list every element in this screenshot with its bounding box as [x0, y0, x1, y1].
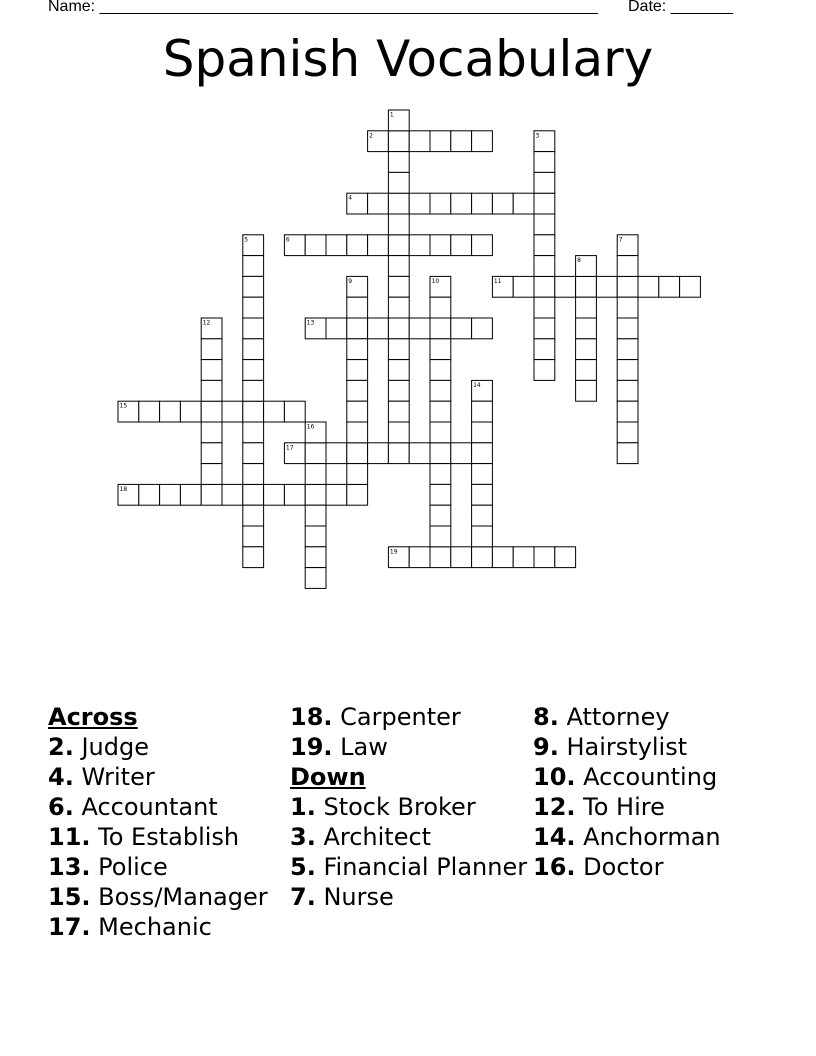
grid-cell[interactable] — [513, 276, 534, 297]
grid-cell[interactable] — [430, 297, 451, 318]
clue-number-7: 7 — [618, 236, 623, 244]
grid-cell[interactable] — [617, 318, 638, 339]
grid-cell[interactable] — [326, 484, 347, 505]
grid-cell[interactable] — [201, 380, 222, 401]
grid-cell[interactable] — [534, 193, 555, 214]
grid-cell[interactable] — [388, 152, 409, 173]
grid-cell[interactable] — [534, 214, 555, 235]
grid-cell[interactable] — [472, 526, 493, 547]
grid-cell[interactable] — [305, 505, 326, 526]
grid-cell[interactable] — [284, 401, 305, 422]
grid-cell[interactable] — [576, 276, 597, 297]
clue-number-2: 2 — [369, 132, 373, 140]
grid-cell[interactable] — [305, 526, 326, 547]
grid-cell[interactable] — [409, 443, 430, 464]
grid-cell[interactable] — [534, 547, 555, 568]
grid-cell[interactable] — [243, 505, 264, 526]
grid-cell[interactable] — [388, 235, 409, 256]
clue-number-6: 6 — [285, 236, 290, 244]
grid-cell[interactable] — [472, 547, 493, 568]
clue-across-19: 19. Law — [290, 733, 388, 761]
clue-across-6: 6. Accountant — [48, 793, 218, 821]
grid-cell[interactable] — [472, 422, 493, 443]
grid-cell[interactable] — [305, 464, 326, 485]
clue-across-11: 11. To Establish — [48, 823, 240, 851]
grid-cell[interactable] — [347, 443, 368, 464]
grid-cell[interactable] — [347, 464, 368, 485]
grid-cell[interactable] — [243, 526, 264, 547]
grid-cell[interactable] — [638, 276, 659, 297]
grid-cell[interactable] — [659, 276, 680, 297]
grid-cell[interactable] — [180, 484, 201, 505]
grid-cell[interactable] — [576, 380, 597, 401]
clue-number-1: 1 — [389, 111, 394, 119]
grid-cell[interactable] — [430, 443, 451, 464]
grid-cell[interactable] — [617, 422, 638, 443]
grid-cell[interactable] — [264, 484, 285, 505]
grid-cell[interactable] — [472, 401, 493, 422]
grid-cell[interactable] — [534, 152, 555, 173]
grid-cell[interactable] — [576, 339, 597, 360]
grid-cell[interactable] — [451, 443, 472, 464]
grid-cell[interactable] — [388, 193, 409, 214]
grid-cell[interactable] — [576, 360, 597, 381]
grid-cell[interactable] — [305, 547, 326, 568]
grid-cell[interactable] — [222, 401, 243, 422]
grid-cell[interactable] — [555, 547, 576, 568]
grid-cell[interactable] — [409, 547, 430, 568]
clue-number-18: 18 — [119, 485, 128, 493]
grid-cell[interactable] — [388, 339, 409, 360]
clue-down-7: 7. Nurse — [290, 883, 394, 911]
grid-cell[interactable] — [160, 401, 181, 422]
date-label: Date: _______ — [628, 0, 733, 15]
grid-cell[interactable] — [617, 401, 638, 422]
grid-cell[interactable] — [472, 464, 493, 485]
grid-cell[interactable] — [160, 484, 181, 505]
grid-cell[interactable] — [430, 464, 451, 485]
grid-cell[interactable] — [201, 484, 222, 505]
grid-cell[interactable] — [201, 464, 222, 485]
grid-cell[interactable] — [347, 360, 368, 381]
grid-cell[interactable] — [326, 235, 347, 256]
grid-cell[interactable] — [305, 484, 326, 505]
grid-cell[interactable] — [388, 256, 409, 277]
grid-cell[interactable] — [388, 380, 409, 401]
clues-column-2 — [290, 702, 540, 912]
down-heading: Down — [290, 763, 366, 791]
clue-across-15: 15. Boss/Manager — [48, 883, 268, 911]
clue-number-5: 5 — [244, 236, 249, 244]
grid-cell[interactable] — [534, 360, 555, 381]
grid-cell[interactable] — [243, 276, 264, 297]
clue-number-15: 15 — [119, 402, 128, 410]
grid-cell[interactable] — [430, 318, 451, 339]
grid-cell[interactable] — [492, 193, 513, 214]
grid-cell[interactable] — [284, 484, 305, 505]
grid-cell[interactable] — [243, 297, 264, 318]
grid-cell[interactable] — [555, 276, 576, 297]
grid-cell[interactable] — [201, 422, 222, 443]
clue-across-17: 17. Mechanic — [48, 913, 212, 941]
grid-cell[interactable] — [243, 422, 264, 443]
grid-cell[interactable] — [430, 401, 451, 422]
grid-cell[interactable] — [451, 131, 472, 152]
grid-cell[interactable] — [243, 401, 264, 422]
grid-cell[interactable] — [388, 443, 409, 464]
clues-column-1 — [48, 702, 298, 942]
clue-number-4: 4 — [348, 194, 353, 202]
clue-down-3: 3. Architect — [290, 823, 432, 851]
grid-cell[interactable] — [430, 422, 451, 443]
clue-across-18: 18. Carpenter — [290, 703, 461, 731]
grid-cell[interactable] — [534, 235, 555, 256]
grid-cell[interactable] — [409, 235, 430, 256]
grid-cell[interactable] — [451, 235, 472, 256]
grid-cell[interactable] — [201, 339, 222, 360]
grid-cell[interactable] — [430, 193, 451, 214]
grid-cell[interactable] — [243, 380, 264, 401]
grid-cell[interactable] — [388, 131, 409, 152]
grid-cell[interactable] — [534, 276, 555, 297]
grid-cell[interactable] — [430, 505, 451, 526]
grid-cell[interactable] — [347, 235, 368, 256]
clue-number-12: 12 — [202, 319, 211, 327]
grid-cell[interactable] — [534, 318, 555, 339]
clue-number-9: 9 — [348, 277, 353, 285]
clue-number-16: 16 — [306, 423, 315, 431]
clue-number-19: 19 — [389, 548, 398, 556]
grid-cell[interactable] — [534, 172, 555, 193]
grid-cell[interactable] — [243, 484, 264, 505]
grid-cell[interactable] — [388, 172, 409, 193]
grid-cell[interactable] — [347, 484, 368, 505]
grid-cell[interactable] — [264, 401, 285, 422]
grid-cell[interactable] — [201, 401, 222, 422]
grid-cell[interactable] — [243, 318, 264, 339]
grid-cell[interactable] — [347, 380, 368, 401]
grid-cell[interactable] — [534, 339, 555, 360]
grid-cell[interactable] — [472, 193, 493, 214]
grid-cell[interactable] — [243, 339, 264, 360]
grid-cell[interactable] — [201, 360, 222, 381]
grid-cell[interactable] — [388, 276, 409, 297]
clue-down-1: 1. Stock Broker — [290, 793, 476, 821]
grid-cell[interactable] — [243, 443, 264, 464]
clue-number-13: 13 — [306, 319, 315, 327]
grid-cell[interactable] — [347, 339, 368, 360]
grid-cell[interactable] — [430, 547, 451, 568]
grid-cell[interactable] — [222, 484, 243, 505]
clue-down-14: 14. Anchorman — [533, 823, 721, 851]
grid-cell[interactable] — [513, 193, 534, 214]
grid-cell[interactable] — [513, 547, 534, 568]
grid-cell[interactable] — [617, 256, 638, 277]
grid-cell[interactable] — [388, 214, 409, 235]
clue-down-10: 10. Accounting — [533, 763, 718, 791]
grid-cell[interactable] — [368, 193, 389, 214]
grid-cell[interactable] — [451, 547, 472, 568]
grid-cell[interactable] — [305, 443, 326, 464]
grid-cell[interactable] — [388, 401, 409, 422]
grid-cell[interactable] — [388, 422, 409, 443]
clue-number-8: 8 — [577, 257, 581, 265]
grid-cell[interactable] — [472, 443, 493, 464]
grid-cell[interactable] — [409, 131, 430, 152]
clue-down-12: 12. To Hire — [533, 793, 665, 821]
grid-cell[interactable] — [347, 401, 368, 422]
grid-cell[interactable] — [368, 443, 389, 464]
grid-cell[interactable] — [243, 256, 264, 277]
grid-cell[interactable] — [305, 568, 326, 589]
grid-cell[interactable] — [617, 276, 638, 297]
grid-cell[interactable] — [451, 318, 472, 339]
grid-cell[interactable] — [430, 235, 451, 256]
grid-cell[interactable] — [347, 422, 368, 443]
grid-cell[interactable] — [617, 339, 638, 360]
grid-cell[interactable] — [472, 235, 493, 256]
grid-cell[interactable] — [617, 443, 638, 464]
grid-cell[interactable] — [388, 318, 409, 339]
across-heading: Across — [48, 703, 138, 731]
grid-cell[interactable] — [596, 276, 617, 297]
clue-down-16: 16. Doctor — [533, 853, 664, 881]
grid-cell[interactable] — [534, 297, 555, 318]
grid-cell[interactable] — [326, 443, 347, 464]
grid-cell[interactable] — [576, 297, 597, 318]
clues-column-3 — [533, 702, 783, 882]
grid-cell[interactable] — [617, 380, 638, 401]
clue-down-5: 5. Financial Planner — [290, 853, 528, 881]
clue-across-4: 4. Writer — [48, 763, 155, 791]
grid-cell[interactable] — [243, 360, 264, 381]
grid-cell[interactable] — [430, 484, 451, 505]
grid-cell[interactable] — [409, 318, 430, 339]
grid-cell[interactable] — [617, 297, 638, 318]
grid-cell[interactable] — [430, 360, 451, 381]
clue-number-17: 17 — [285, 444, 294, 452]
name-label: Name: ________________________________________________________ — [48, 0, 598, 15]
grid-cell[interactable] — [472, 131, 493, 152]
clue-number-14: 14 — [473, 381, 481, 389]
grid-cell[interactable] — [409, 193, 430, 214]
grid-cell[interactable] — [368, 318, 389, 339]
grid-cell[interactable] — [326, 318, 347, 339]
grid-cell[interactable] — [430, 131, 451, 152]
grid-cell[interactable] — [617, 360, 638, 381]
clue-number-11: 11 — [493, 277, 502, 285]
grid-cell[interactable] — [180, 401, 201, 422]
grid-cell[interactable] — [243, 464, 264, 485]
grid-cell[interactable] — [388, 360, 409, 381]
clue-across-13: 13. Police — [48, 853, 168, 881]
grid-cell[interactable] — [347, 297, 368, 318]
grid-cell[interactable] — [368, 235, 389, 256]
grid-cell[interactable] — [451, 193, 472, 214]
clue-number-3: 3 — [535, 132, 540, 140]
grid-cell[interactable] — [492, 547, 513, 568]
grid-cell[interactable] — [430, 526, 451, 547]
grid-cell[interactable] — [534, 256, 555, 277]
grid-cell[interactable] — [430, 380, 451, 401]
grid-cell[interactable] — [347, 318, 368, 339]
grid-cell[interactable] — [305, 235, 326, 256]
grid-cell[interactable] — [139, 484, 160, 505]
grid-cell[interactable] — [139, 401, 160, 422]
grid-cell[interactable] — [472, 505, 493, 526]
grid-cell[interactable] — [201, 443, 222, 464]
grid-cell[interactable] — [680, 276, 701, 297]
grid-cell[interactable] — [388, 297, 409, 318]
grid-cell[interactable] — [576, 318, 597, 339]
grid-cell[interactable] — [472, 484, 493, 505]
clue-number-10: 10 — [431, 277, 440, 285]
grid-cell[interactable] — [430, 339, 451, 360]
grid-cell[interactable] — [472, 318, 493, 339]
clue-down-8: 8. Attorney — [533, 703, 670, 731]
grid-cell[interactable] — [243, 547, 264, 568]
clue-across-2: 2. Judge — [48, 733, 149, 761]
page-title: Spanish Vocabulary — [162, 30, 654, 88]
clue-down-9: 9. Hairstylist — [533, 733, 688, 761]
